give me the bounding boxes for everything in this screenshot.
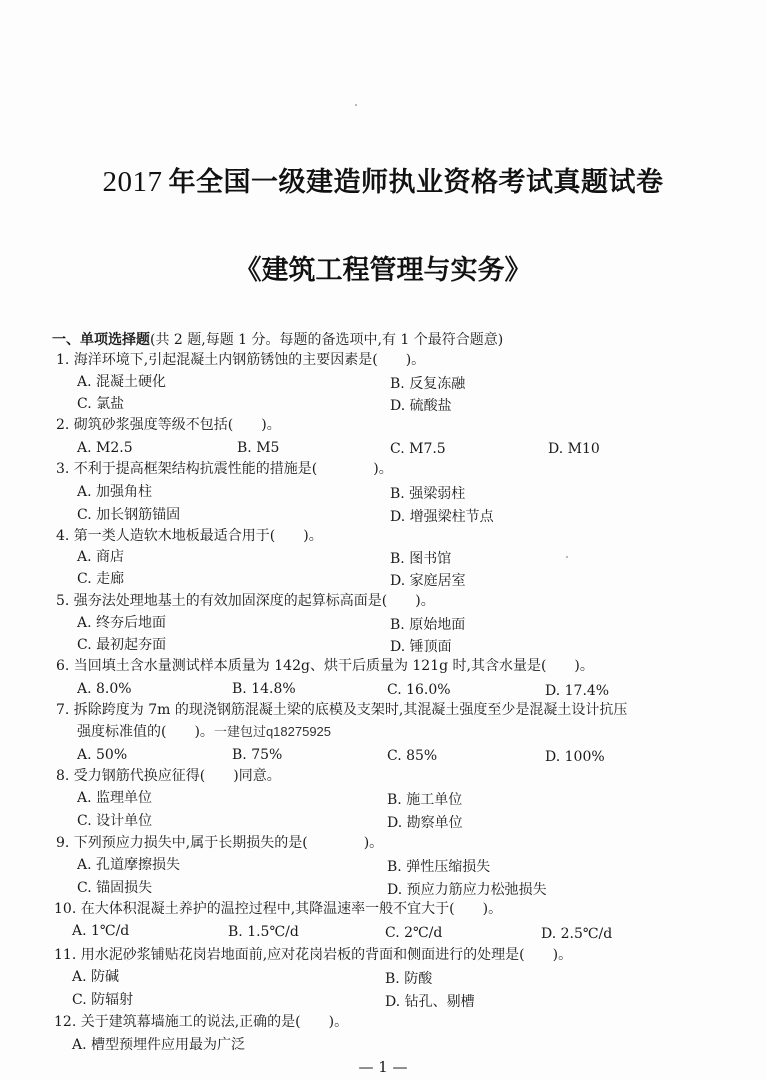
- scan-speck: [355, 104, 357, 106]
- question-3-stem: 3. 不利于提高框架结构抗震性能的措施是( )。: [56, 461, 393, 477]
- question-7-option-c: C. 85%: [387, 748, 438, 764]
- question-11-option-d: D. 钻孔、剔槽: [385, 994, 475, 1010]
- question-1-option-b: B. 反复冻融: [390, 376, 466, 392]
- question-7-stem-continued: [77, 723, 331, 741]
- question-4-option-b: B. 图书馆: [390, 551, 452, 567]
- page-subtitle: 《建筑工程管理与实务》: [234, 255, 532, 286]
- question-2-option-a: A. M2.5: [77, 440, 133, 456]
- question-8-option-d: D. 勘察单位: [387, 815, 463, 831]
- question-6-option-c: C. 16.0%: [387, 682, 451, 698]
- question-12-option-a: A. 槽型预埋件应用最为广泛: [72, 1037, 246, 1053]
- question-9-option-b: B. 弹性压缩损失: [387, 859, 491, 875]
- question-6-option-b: B. 14.8%: [232, 681, 296, 697]
- title-year: 2017: [102, 166, 163, 198]
- question-11-stem: 11. 用水泥砂浆铺贴花岗岩地面前,应对花岗岩板的背面和侧面进行的处理是( )。: [54, 947, 573, 963]
- question-7-stem: 7. 拆除跨度为 7m 的现浇钢筋混凝土梁的底模及支架时,其混凝土强度至少是混凝土设计抗压: [56, 702, 628, 718]
- question-5-option-a: A. 终夯后地面: [77, 615, 167, 631]
- question-9-option-c: C. 锚固损失: [77, 880, 153, 896]
- scan-speck: [566, 556, 568, 558]
- question-6-stem: 6. 当回填土含水量测试样本质量为 142g、烘干后质量为 121g 时,其含水量是( )。: [56, 658, 594, 674]
- question-10-stem: 10. 在大体积混凝土养护的温控过程中,其降温速率一般不宜大于( )。: [54, 901, 503, 917]
- title-text: 年全国一级建造师执业资格考试真题试卷: [168, 167, 664, 198]
- question-4-option-a: A. 商店: [77, 549, 125, 565]
- question-2-option-b: B. M5: [237, 440, 280, 456]
- question-8-option-a: A. 监理单位: [77, 790, 153, 806]
- question-1-option-c: C. 氯盐: [77, 396, 125, 412]
- question-10-option-c: C. 2℃/d: [385, 925, 443, 941]
- question-1-option-d: D. 硫酸盐: [390, 398, 452, 414]
- question-7-stem-cont-text: 强度标准值的( )。: [77, 724, 214, 740]
- question-3-option-c: C. 加长钢筋锚固: [77, 507, 181, 523]
- question-10-option-d: D. 2.5℃/d: [541, 926, 613, 942]
- question-12-stem: 12. 关于建筑幕墙施工的说法,正确的是( )。: [54, 1014, 349, 1030]
- question-10-option-a: A. 1℃/d: [72, 923, 130, 939]
- question-4-option-c: C. 走廊: [77, 571, 125, 587]
- question-8-option-b: B. 施工单位: [387, 792, 463, 808]
- section-heading-bold: 一、单项选择题: [52, 332, 150, 348]
- question-9-stem: 9. 下列预应力损失中,属于长期损失的是( )。: [56, 835, 384, 851]
- question-9-option-a: A. 孔道摩擦损失: [77, 857, 181, 873]
- question-7-option-a: A. 50%: [77, 747, 128, 763]
- question-8-stem: 8. 受力钢筋代换应征得( )同意。: [56, 768, 281, 784]
- question-1-option-a: A. 混凝土硬化: [77, 374, 167, 390]
- question-5-option-d: D. 锤顶面: [390, 639, 452, 655]
- page-title: [0, 160, 766, 199]
- question-2-stem: 2. 砌筑砂浆强度等级不包括( )。: [56, 417, 281, 433]
- question-11-option-c: C. 防辐射: [72, 992, 134, 1008]
- question-6-option-d: D. 17.4%: [545, 683, 610, 699]
- question-6-option-a: A. 8.0%: [77, 681, 132, 697]
- question-4-stem: 4. 第一类人造软木地板最适合用于( )。: [56, 528, 323, 544]
- question-8-option-c: C. 设计单位: [77, 813, 153, 829]
- section-heading-note: (共 2 题,每题 1 分。每题的备选项中,有 1 个最符合题意): [150, 332, 504, 348]
- question-11-option-a: A. 防碱: [72, 969, 120, 985]
- question-7-option-d: D. 100%: [545, 749, 605, 765]
- question-2-option-c: C. M7.5: [390, 441, 446, 457]
- question-7-option-b: B. 75%: [232, 747, 283, 763]
- question-4-option-d: D. 家庭居室: [390, 573, 466, 589]
- section-heading: [52, 331, 503, 349]
- watermark-text: 一建包过q18275925: [213, 724, 332, 739]
- question-5-option-c: C. 最初起夯面: [77, 637, 167, 653]
- question-2-option-d: D. M10: [548, 441, 600, 457]
- question-5-stem: 5. 强夯法处理地基土的有效加固深度的起算标高面是( )。: [56, 593, 435, 609]
- page-number: — 1 —: [358, 1058, 408, 1076]
- question-3-option-d: D. 增强梁柱节点: [390, 509, 494, 525]
- question-1-stem: 1. 海洋环境下,引起混凝土内钢筋锈蚀的主要因素是( )。: [56, 352, 426, 368]
- question-9-option-d: D. 预应力筋应力松弛损失: [387, 882, 547, 898]
- question-3-option-a: A. 加强角柱: [77, 484, 153, 500]
- question-5-option-b: B. 原始地面: [390, 617, 466, 633]
- question-10-option-b: B. 1.5℃/d: [228, 924, 299, 940]
- question-11-option-b: B. 防酸: [385, 971, 433, 987]
- question-3-option-b: B. 强梁弱柱: [390, 486, 466, 502]
